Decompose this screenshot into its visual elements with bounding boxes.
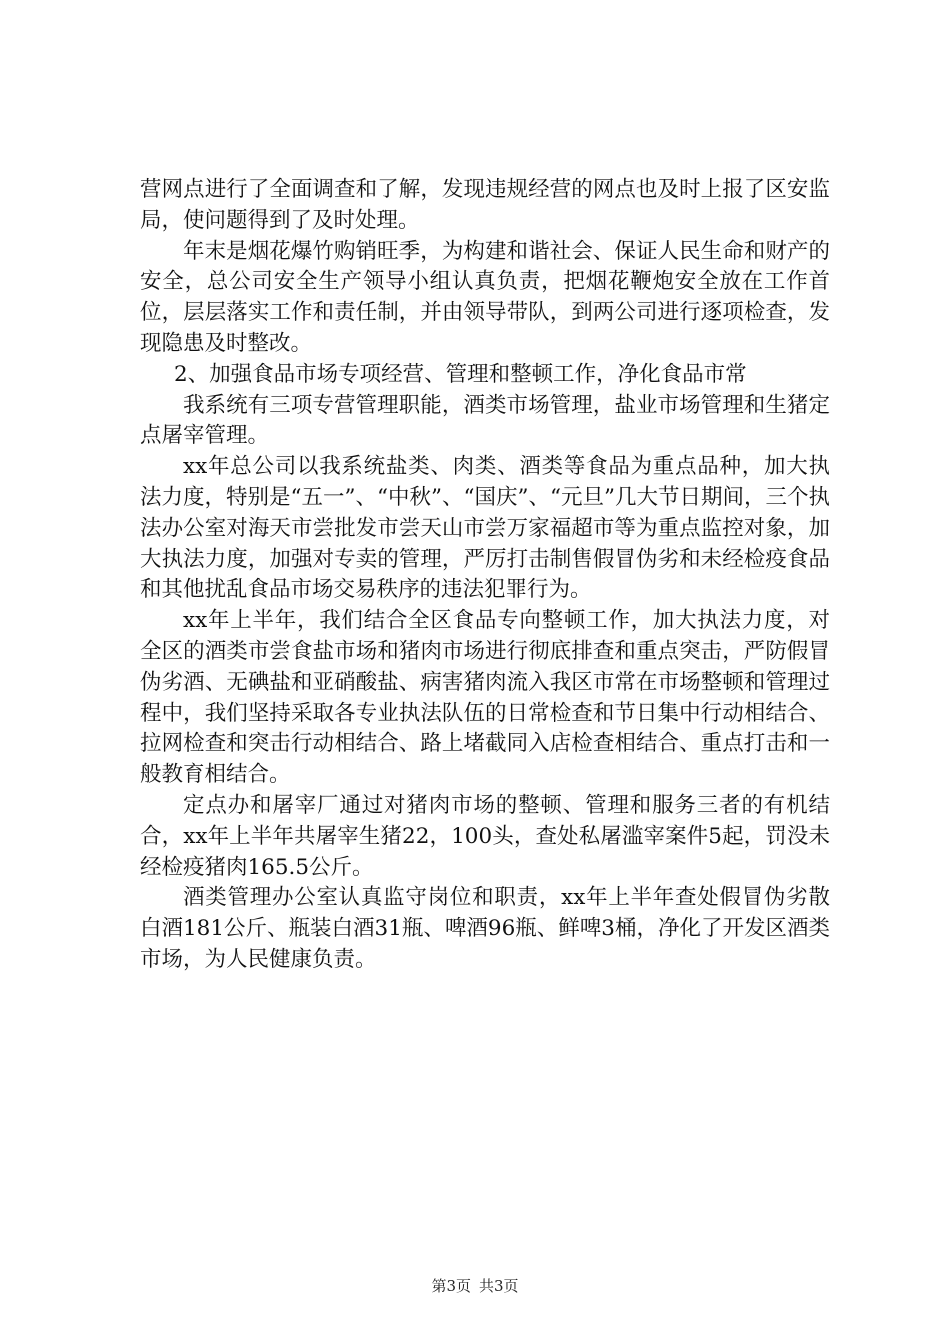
document-body [140, 175, 830, 976]
page-footer [0, 1277, 950, 1295]
page-number: 第3页 [431, 1277, 471, 1295]
paragraph-continuation: 营网点进行了全面调查和了解，发现违规经营的网点也及时上报了区安监局，使问题得到了及时处理。 [140, 177, 830, 233]
paragraph-management-functions: 我系统有三项专营管理职能，酒类市场管理，盐业市场管理和生猪定点屠宰管理。 [140, 392, 830, 449]
paragraph-first-half-rectification: xx年上半年，我们结合全区食品专向整顿工作，加大执法力度，对全区的酒类市尝食盐市场和猪肉市场进行彻底排查和重点突击，严防假冒伪劣酒、无碘盐和亚硝酸盐、病害猪肉流入我区市常在市场整顿和管理过程中，我们坚持采取各专业执法队伍的日常检查和节日集中行动相结合、拉网检查和突击行动相结合、路上堵截同入店检查相结合、重点打击和一般教育相结合。 [140, 608, 830, 788]
paragraph-slaughter-statistics: 定点办和屠宰厂通过对猪肉市场的整顿、管理和服务三者的有机结合，xx年上半年共屠宰生猪22，100头，查处私屠滥宰案件5起，罚没未经检疫猪肉165.5公斤。 [140, 792, 830, 880]
page-total: 共3页 [479, 1277, 519, 1295]
section-heading-food-market: 2、加强食品市场专项经营、管理和整顿工作，净化食品市常 [174, 361, 747, 387]
paragraph-enforcement-holidays: xx年总公司以我系统盐类、肉类、酒类等食品为重点品种，加大执法力度，特别是“五一”、“中秋”、“国庆”、“元旦”几大节日期间，三个执法办公室对海天市尝批发市尝天山市尝万家福超市等为重点监控对象，加大执法力度，加强对专卖的管理，严厉打击制售假冒伪劣和未经检疫食品和其他扰乱食品市场交易秩序的违法犯罪行为。 [140, 454, 830, 603]
paragraph-liquor-management: 酒类管理办公室认真监守岗位和职责，xx年上半年查处假冒伪劣散白酒181公斤、瓶装白酒31瓶、啤酒96瓶、鲜啤3桶，净化了开发区酒类市场，为人民健康负责。 [140, 885, 830, 972]
paragraph-fireworks-safety: 年末是烟花爆竹购销旺季，为构建和谐社会、保证人民生命和财产的安全，总公司安全生产领导小组认真负责，把烟花鞭炮安全放在工作首位，层层落实工作和责任制，并由领导带队，到两公司进行逐项检查，发现隐患及时整改。 [140, 238, 830, 356]
